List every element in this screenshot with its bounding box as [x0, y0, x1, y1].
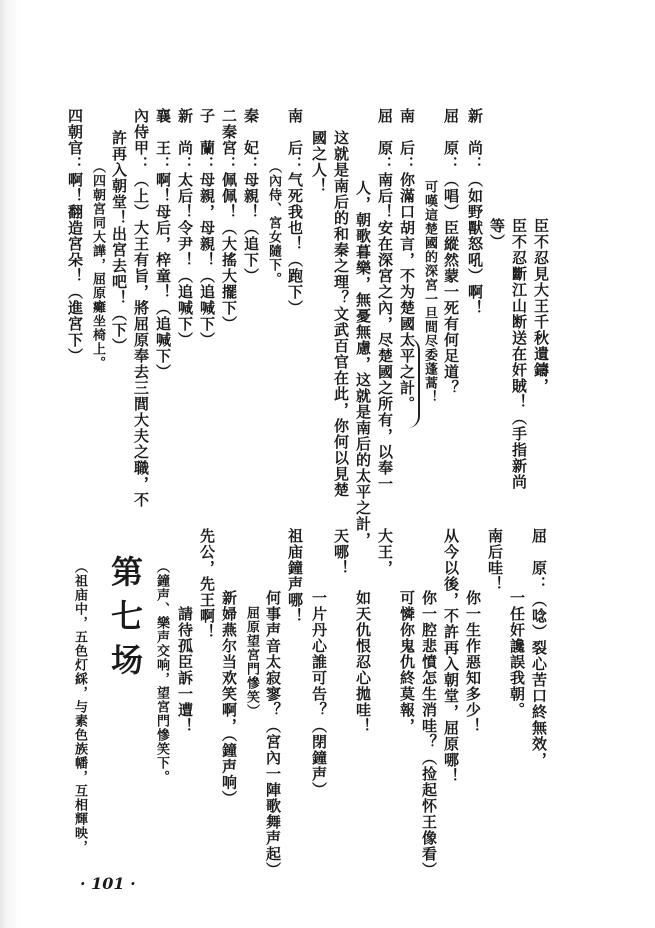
text-column: 人，朝歌暮樂，無憂無慮，这就是南后的太平之計，	[354, 180, 372, 548]
text-column: 一片丹心誰可告？（閉鐘声）	[310, 590, 328, 798]
text-column: 請待孤臣訴一遭！	[176, 606, 194, 734]
text-column: 四朝官：啊！翻造宮朵！（進宮下）	[66, 108, 84, 364]
text-column: 先公，先王啊！	[198, 528, 216, 640]
text-column: 祖庙鐘声哪！	[286, 528, 304, 624]
text-column: 如天仇恨忍心拋哇！	[354, 590, 372, 734]
stage-direction: （四朝宮同大譁，屈原癱坐椅上。	[90, 160, 105, 370]
text-column: 國之人！	[310, 130, 328, 194]
text-column: 可憐你鬼仇終莫報，	[398, 590, 416, 734]
text-column: 屈 原：（唸）裂心苦口終無效，	[530, 528, 548, 768]
stage-direction: （內侍、宮女隨下。	[266, 160, 281, 286]
text-column: 南后哇！	[486, 528, 504, 592]
text-column: 南 后：气死我也！（跑下）	[286, 108, 304, 316]
stage-direction: 可嘆這楚國的深宮一旦間尽委蓬蒿！	[422, 180, 437, 404]
text-column: 秦 妃：母親！（追下）	[242, 108, 260, 284]
text-column: 你一生作惡知多少！	[464, 590, 482, 734]
text-column: 等）	[488, 218, 506, 250]
text-column: 內侍甲：（上）大王有旨，將屈原奉去三閭大夫之職，不	[132, 108, 150, 508]
text-column: 許再入朝堂！出宮去吧！（下）	[110, 130, 128, 354]
text-column: 襄 王：啊！母后，梓童！（追喊下）	[154, 108, 172, 380]
text-column: 你一腔悲憤怎生消哇？（捡起怀王像看）	[420, 590, 438, 878]
text-column: 何事声音太寂寥？（宮內一陣歌舞声起）	[264, 590, 282, 878]
text-column: 新婦燕尔当欢笑啊，（鐘声响）	[220, 590, 238, 807]
text-column: 新 尚：（如野獸怒吼）啊！	[466, 108, 484, 316]
text-column: 新 尚：太后！令尹！（追喊下）	[176, 108, 194, 348]
stage-direction: （鐘声、樂声交响，望宮門慘笑下。	[154, 560, 169, 784]
text-column: 天哪！	[332, 528, 350, 576]
text-column: 臣不忍見大王千秋遺鑄，	[532, 218, 550, 394]
text-column: 从今以後，不許再入朝堂，屈原哪！	[442, 528, 460, 784]
scan-edge	[0, 0, 22, 928]
stage-direction: 屈原望宮門慘笑）	[244, 606, 259, 718]
text-column: 南 后：你滿口胡言，不为楚國太平之計。	[398, 108, 416, 412]
scene-heading: 第七场	[106, 555, 144, 687]
bracket-mark	[400, 338, 420, 428]
text-column: 大王，	[376, 528, 394, 576]
text-column: 臣不忍斷江山断送在奸賊！（手指新尚	[510, 218, 528, 490]
text-column: 子 蘭：母親，母親！（追喊下）	[198, 108, 216, 348]
text-column: 屈 原：南后！安在深宮之內，尽楚國之所有，以奉一	[376, 108, 394, 492]
text-column: 二秦宮：佩佩！（大搖大擺下）	[220, 108, 238, 332]
text-column: 这就是南后的和秦之理？文武百官在此，你何以見楚	[332, 130, 350, 498]
stage-direction: （祖庙中，五色灯綵，与素色族幡，互相輝映，	[72, 560, 87, 854]
text-column: 一任奸讒誤我朝。	[508, 590, 526, 718]
page-number: · 101 ·	[80, 874, 136, 893]
text-column: 屈 原：（唱）臣縱然蒙一死有何足道？	[442, 108, 460, 396]
